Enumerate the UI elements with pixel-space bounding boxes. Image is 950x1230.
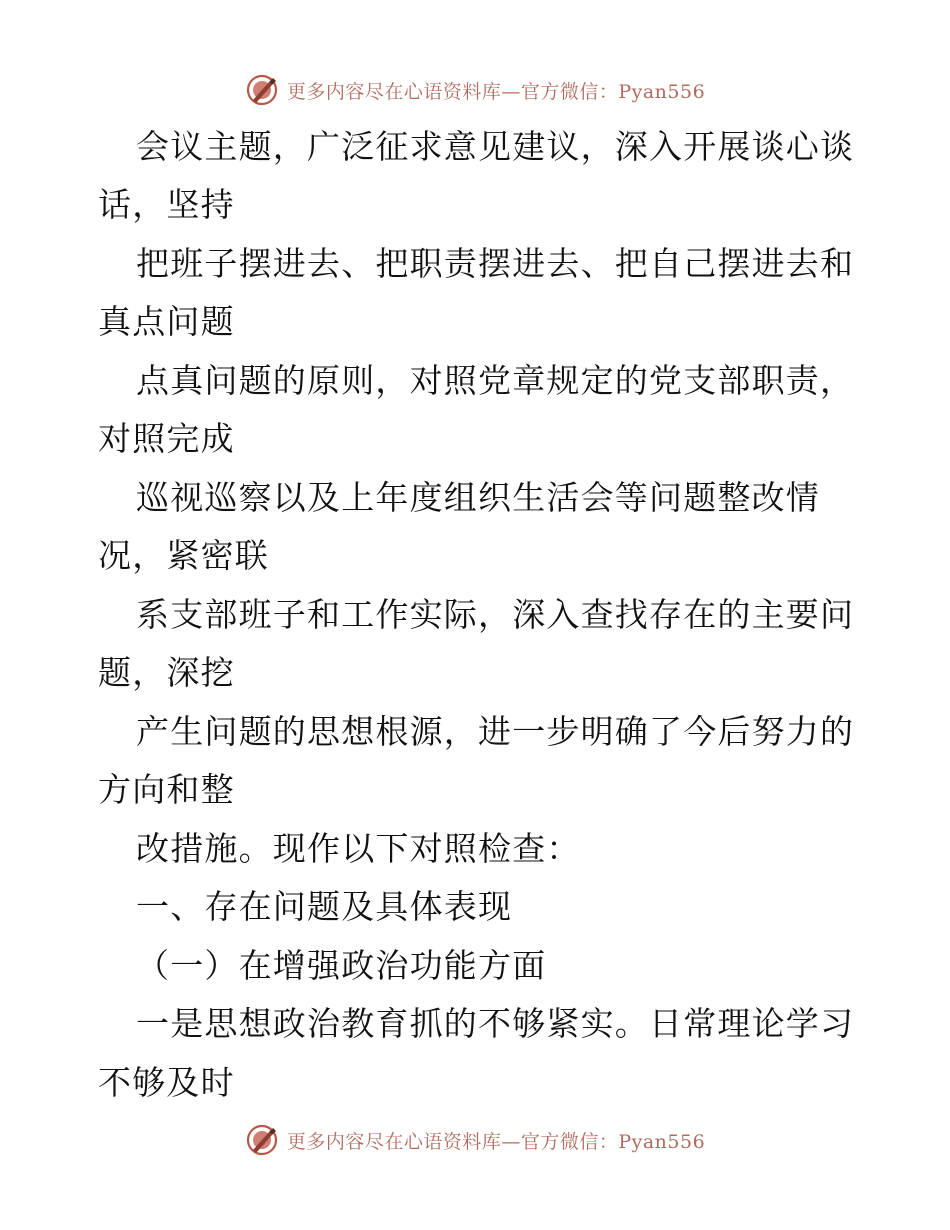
text-line: 巡视巡察以及上年度组织生活会等问题整改情 — [136, 478, 820, 517]
ink-pen-seal-icon — [245, 1123, 279, 1157]
watermark-header — [0, 70, 950, 110]
text-line: 一是思想政治教育抓的不够紧实。日常理论学习 — [136, 1004, 855, 1043]
watermark-text: 更多内容尽在心语资料库—官方微信：Pyan556 — [286, 80, 706, 103]
text-line: 不够及时 — [98, 1063, 235, 1102]
watermark-footer — [0, 1120, 950, 1160]
text-line: 话，坚持 — [98, 185, 235, 224]
text-line: 改措施。现作以下对照检查： — [136, 829, 581, 868]
text-line: 方向和整 — [98, 770, 235, 809]
ink-pen-seal-icon — [245, 73, 279, 107]
text-line: 真点问题 — [98, 302, 235, 341]
watermark-text: 更多内容尽在心语资料库—官方微信：Pyan556 — [286, 1130, 706, 1153]
text-line: 对照完成 — [98, 419, 235, 458]
subsection-heading: （一）在增强政治功能方面 — [136, 946, 547, 985]
text-line: 系支部班子和工作实际，深入查找存在的主要问 — [136, 595, 855, 634]
text-line: 会议主题，广泛征求意见建议，深入开展谈心谈 — [136, 127, 855, 166]
text-line: 产生问题的思想根源，进一步明确了今后努力的 — [136, 712, 855, 751]
section-heading: 一、存在问题及具体表现 — [136, 887, 513, 926]
text-line: 把班子摆进去、把职责摆进去、把自己摆进去和 — [136, 244, 855, 283]
text-line: 题，深挖 — [98, 653, 235, 692]
text-line: 点真问题的原则，对照党章规定的党支部职责， — [136, 361, 855, 400]
text-line: 况，紧密联 — [98, 536, 269, 575]
